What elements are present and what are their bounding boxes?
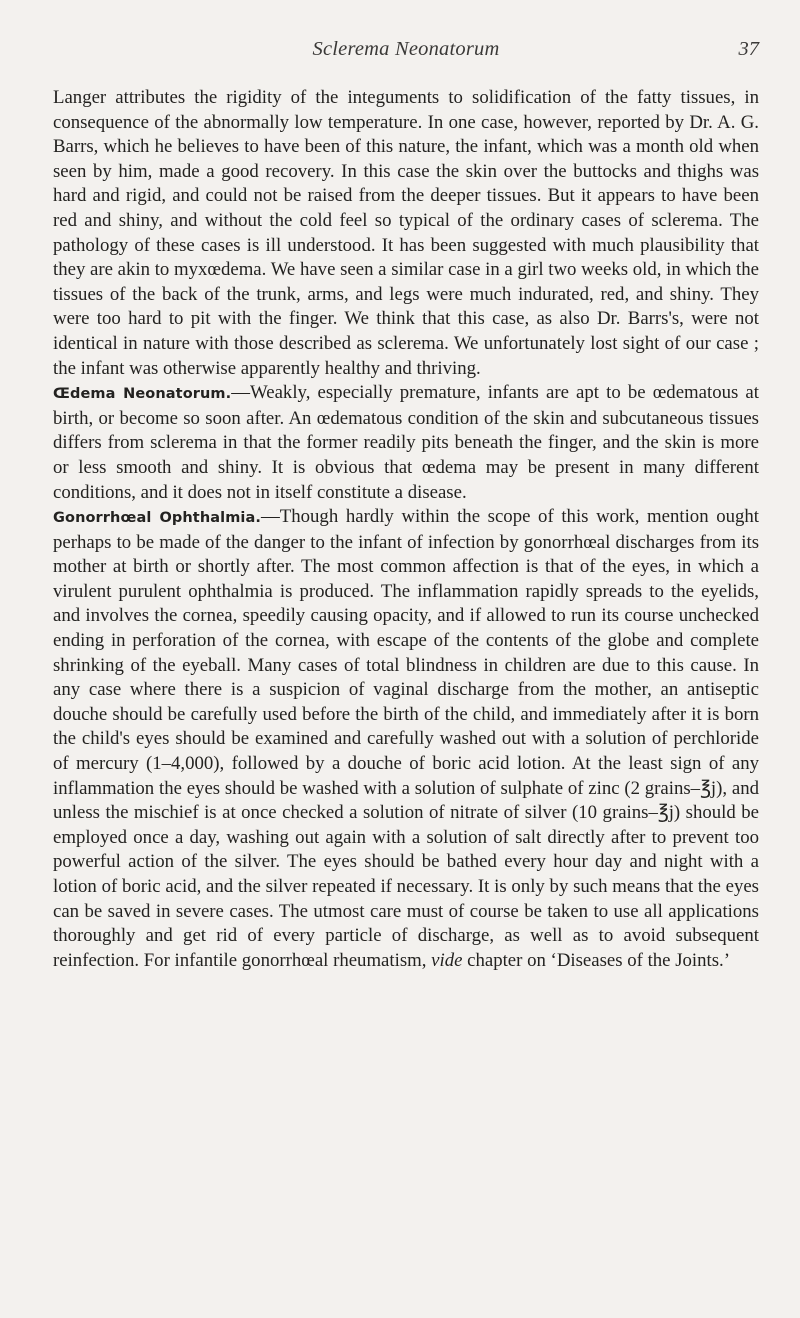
paragraph-text-end: chapter on ‘Diseases of the Joints.’ xyxy=(467,949,730,971)
paragraph-text: Langer attributes the rigidity of the integuments to solidification of the fatty tissues, in consequence of the abnormally low temperature. In one case, however, reported by Dr. A. G. Barrs, which he believes to have been of this nature, the infant, which was a month old when seen by him, made a good recovery. In this case the skin over the buttocks and thighs was hard and rigid, and could not be raised from the deeper tissues. But it appears to have been red and shiny, and without the cold feel so typical of the ordinary cases of sclerema. The pathology of these cases is ill understood. It has been suggested with much plausibility that they are akin to myxœdema. We have seen a similar case in a girl two weeks old, in which the tissues of the back of the trunk, arms, and legs were much indurated, red, and shiny. They were too hard to pit with the finger. We think that this case, as also Dr. Barrs's, were not identical in nature with those described as sclerema. We unfortunately lost sight of our case ; the infant was otherwise apparently healthy and thriving. xyxy=(53,87,759,379)
running-title: Sclerema Neonatorum xyxy=(312,38,500,60)
section-heading-oedema: Œdema Neonatorum. xyxy=(53,386,232,403)
italic-term: vide xyxy=(431,949,463,971)
body-text xyxy=(53,86,759,973)
book-page xyxy=(53,36,759,973)
paragraph-text: —Though hardly within the scope of this work, mention ought perhaps to be made of the danger to the infant of infection by gonorrhœal discharges from its mother at birth or shortly after. The most common affection is that of the eyes, in which a virulent purulent ophthalmia is produced. The inflammation rapidly spreads to the eyelids, and involves the cornea, speedily causing opacity, and if allowed to run its course unchecked ending in perforation of the cornea, with escape of the contents of the globe and complete shrinking of the eyeball. Many cases of total blindness in children are due to this cause. In any case where there is a suspicion of vaginal discharge from the mother, an antiseptic douche should be carefully used before the birth of the child, and immediately after it is born the child's eyes should be examined and carefully washed out with a solution of perchloride of mercury (1–4,000), followed by a douche of boric acid lotion. At the least sign of any inflammation the eyes should be washed with a solution of sulphate of zinc (2 grains–℥j), and unless the mischief is at once checked a solution of nitrate of silver (10 grains–℥j) should be employed once a day, washing out again with a solution of salt directly after to prevent too powerful action of the silver. The eyes should be bathed every hour day and night with a lotion of boric acid, and the silver repeated if necessary. It is only by such means that the eyes can be saved in severe cases. The utmost care must of course be taken to use all applications thoroughly and get rid of every particle of discharge, as well as to avoid subsequent reinfection. For infantile gonorrhœal rheumatism, xyxy=(53,506,759,971)
page-number: 37 xyxy=(738,38,759,60)
paragraph-ophthalmia xyxy=(53,505,759,973)
section-heading-ophthalmia: Gonorrhœal Ophthalmia. xyxy=(53,510,261,527)
paragraph-oedema xyxy=(53,381,759,505)
paragraph-text: —Weakly, especially premature, infants are apt to be œdematous at birth, or become so soon after. An œdematous condition of the skin and subcutaneous tissues differs from sclerema in that the former readily pits beneath the finger, and the skin is more or less smooth and shiny. It is obvious that œdema may be present in many different conditions, and it does not in itself constitute a disease. xyxy=(53,382,759,503)
paragraph-sclerema xyxy=(53,86,759,381)
page-header xyxy=(53,36,759,86)
